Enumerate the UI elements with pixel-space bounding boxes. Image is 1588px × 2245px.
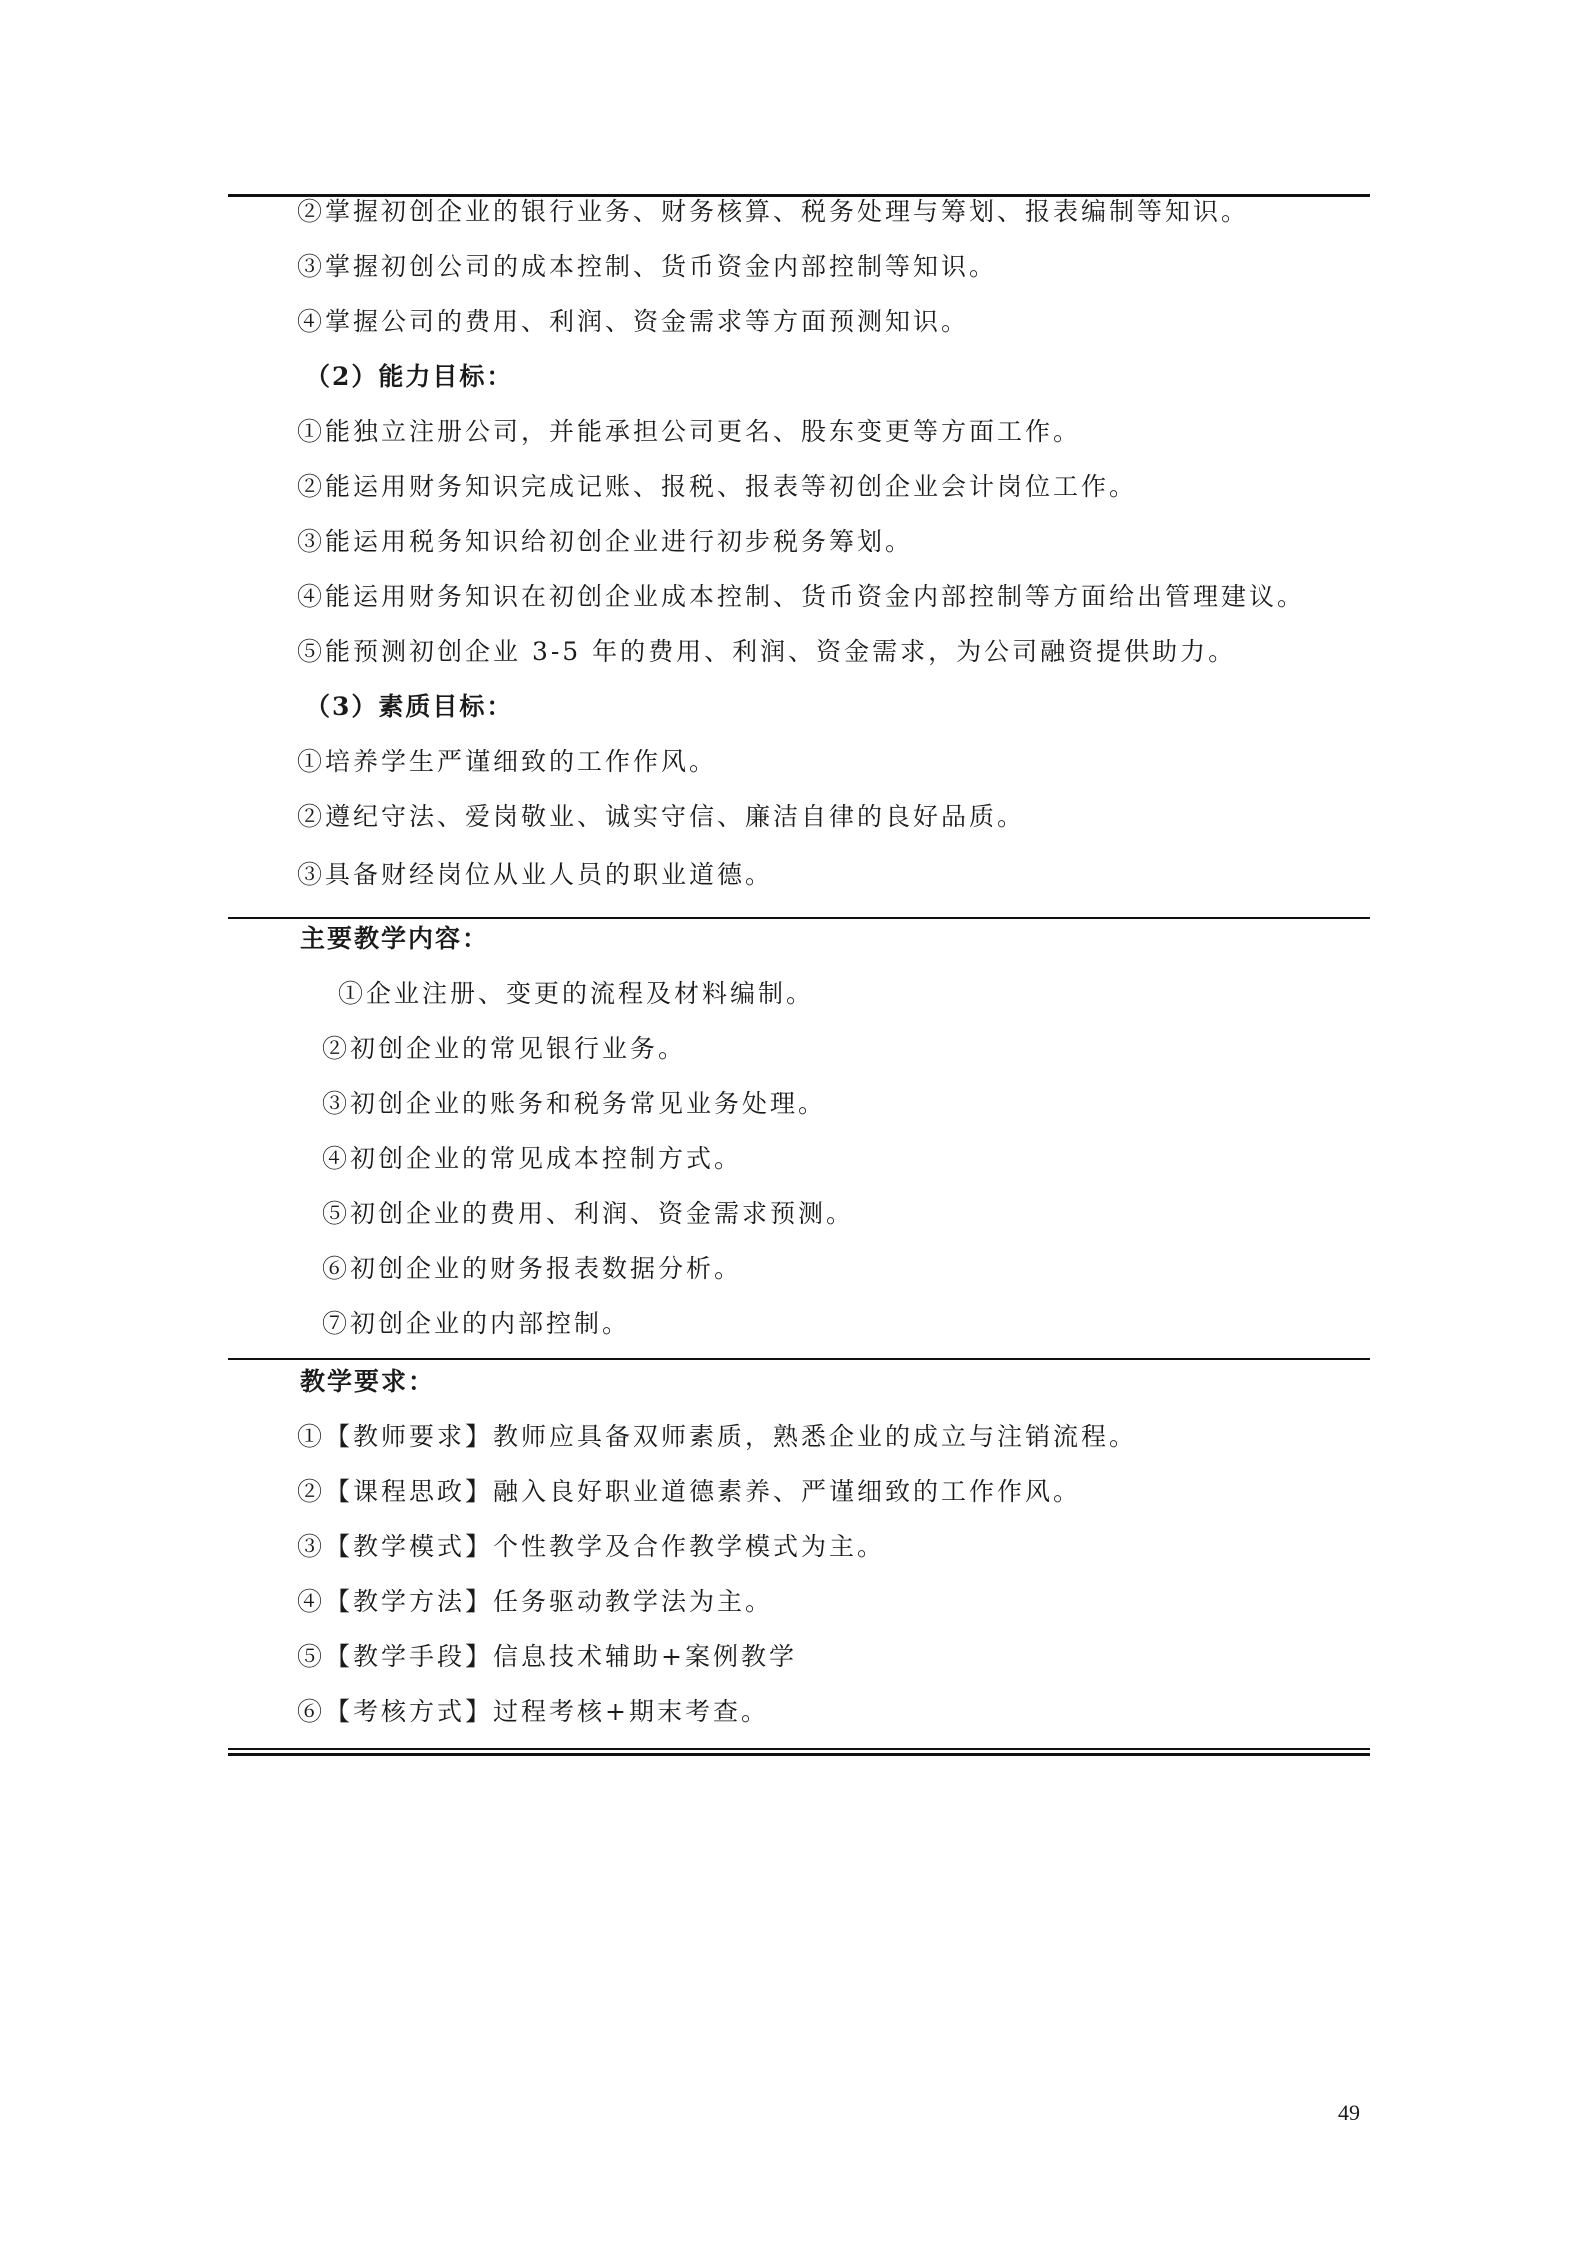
- requirement-item-3: ③【教学模式】个性教学及合作教学模式为主。: [297, 1532, 886, 1561]
- content-item-7: ⑦初创企业的内部控制。: [322, 1309, 631, 1338]
- requirement-item-2: ②【课程思政】融入良好职业道德素养、严谨细致的工作作风。: [297, 1477, 1082, 1506]
- table-bottom-border-upper: [228, 1748, 1370, 1750]
- requirement-item-1: ①【教师要求】教师应具备双师素质，熟悉企业的成立与注销流程。: [297, 1422, 1138, 1451]
- knowledge-item-3: ③掌握初创公司的成本控制、货币资金内部控制等知识。: [297, 252, 998, 281]
- knowledge-item-2: ②掌握初创企业的银行业务、财务核算、税务处理与筹划、报表编制等知识。: [297, 197, 1250, 226]
- quality-heading: （3）素质目标：: [305, 692, 514, 721]
- ability-item-4: ④能运用财务知识在初创企业成本控制、货币资金内部控制等方面给出管理建议。: [297, 582, 1306, 611]
- requirement-item-4: ④【教学方法】任务驱动教学法为主。: [297, 1587, 774, 1616]
- requirement-item-6: ⑥【考核方式】过程考核+期末考查。: [297, 1697, 769, 1726]
- quality-item-3: ③具备财经岗位从业人员的职业道德。: [297, 860, 774, 889]
- knowledge-item-4: ④掌握公司的费用、利润、资金需求等方面预测知识。: [297, 307, 970, 336]
- page-number: 49: [1338, 2100, 1360, 2125]
- content-item-3: ③初创企业的账务和税务常见业务处理。: [322, 1089, 827, 1118]
- ability-item-1: ①能独立注册公司，并能承担公司更名、股东变更等方面工作。: [297, 417, 1082, 446]
- content-heading: 主要教学内容：: [300, 924, 490, 953]
- content-item-5: ⑤初创企业的费用、利润、资金需求预测。: [322, 1199, 855, 1228]
- table-bottom-border-lower: [228, 1753, 1370, 1756]
- content-item-2: ②初创企业的常见银行业务。: [322, 1034, 687, 1063]
- ability-item-2: ②能运用财务知识完成记账、报税、报表等初创企业会计岗位工作。: [297, 472, 1138, 501]
- content-item-6: ⑥初创企业的财务报表数据分析。: [322, 1254, 743, 1283]
- quality-item-2: ②遵纪守法、爱岗敬业、诚实守信、廉洁自律的良好品质。: [297, 802, 1026, 831]
- content-item-1: ①企业注册、变更的流程及材料编制。: [338, 979, 815, 1008]
- quality-item-1: ①培养学生严谨细致的工作作风。: [297, 747, 718, 776]
- ability-item-3: ③能运用税务知识给初创企业进行初步税务筹划。: [297, 527, 914, 556]
- requirement-heading: 教学要求：: [300, 1367, 436, 1396]
- ability-heading: （2）能力目标：: [305, 362, 514, 391]
- section-divider-1: [228, 917, 1370, 919]
- content-item-4: ④初创企业的常见成本控制方式。: [322, 1144, 743, 1173]
- section-divider-2: [228, 1358, 1370, 1360]
- requirement-item-5: ⑤【教学手段】信息技术辅助+案例教学: [297, 1642, 797, 1671]
- ability-item-5: ⑤能预测初创企业 3-5 年的费用、利润、资金需求，为公司融资提供助力。: [297, 637, 1237, 666]
